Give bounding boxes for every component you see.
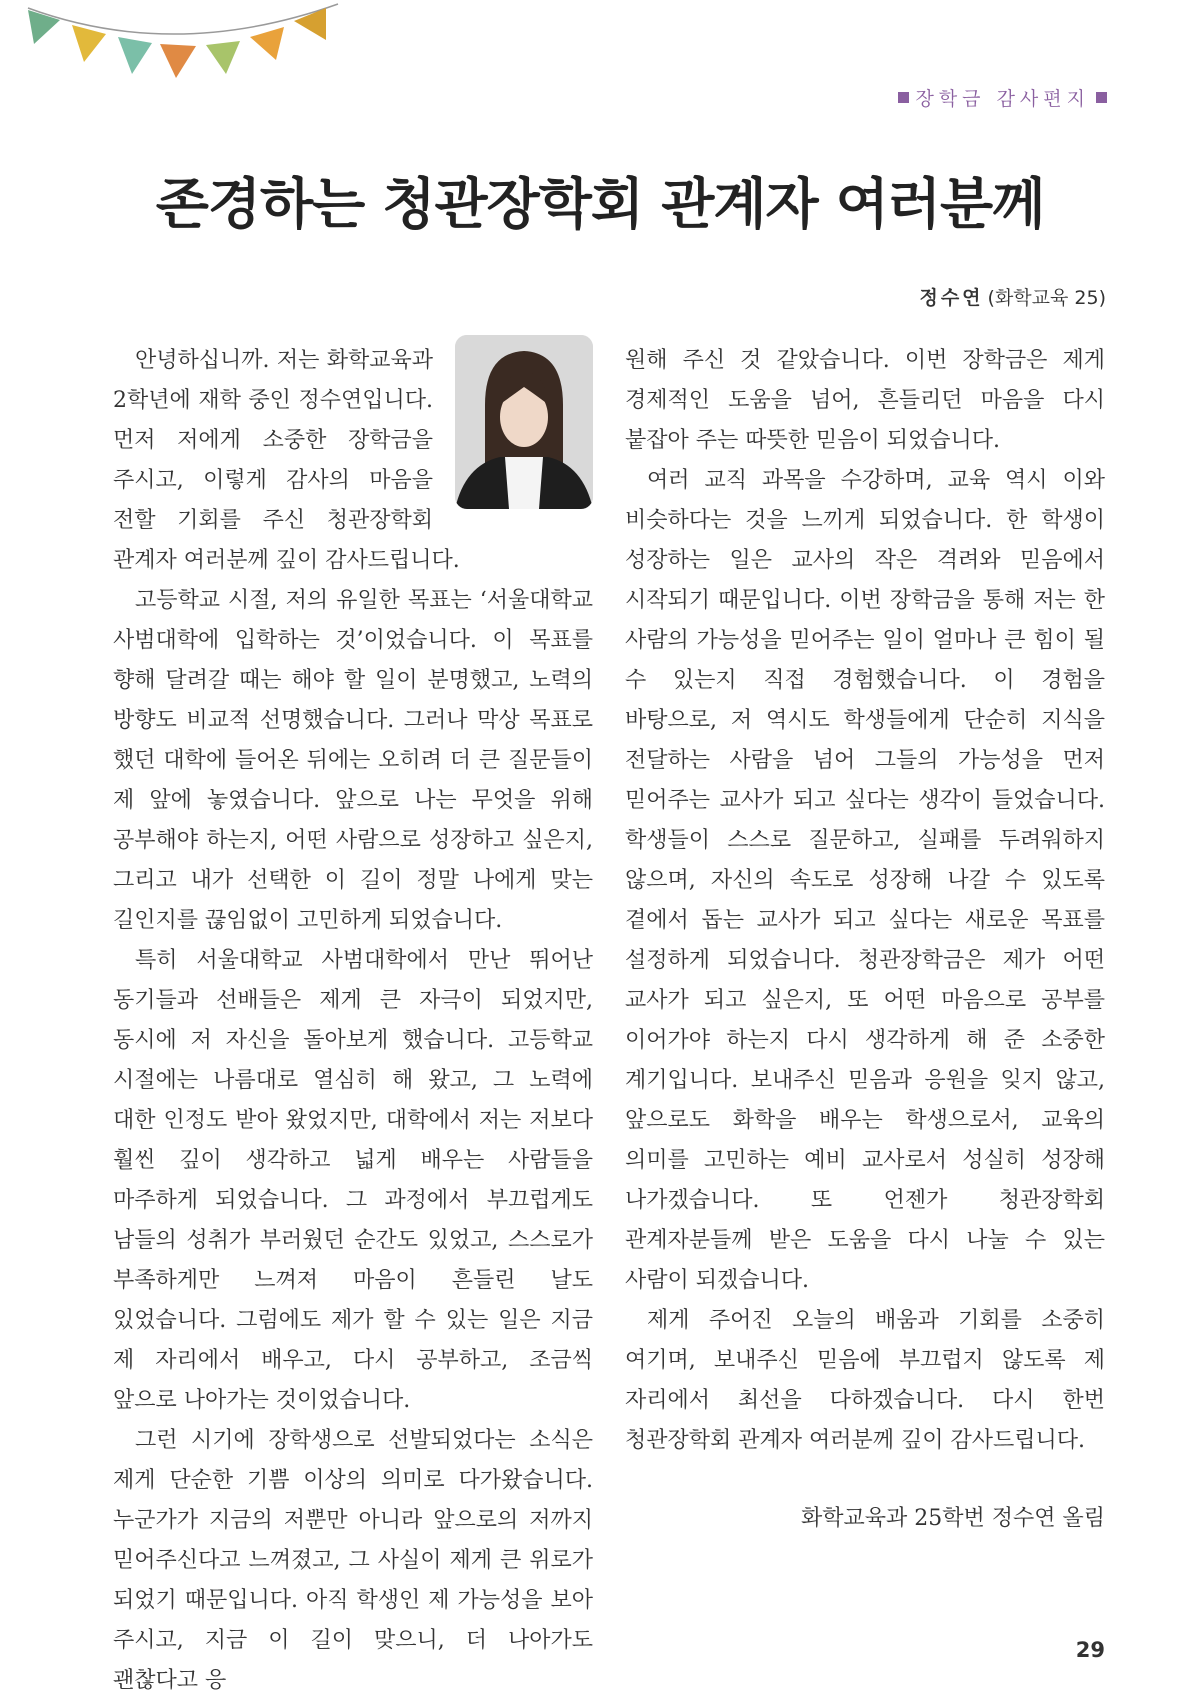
section-tag bbox=[898, 84, 1107, 111]
article-title: 존경하는 청관장학회 관계자 여러분께 bbox=[155, 172, 1045, 236]
bunting-decoration bbox=[0, 0, 340, 90]
paragraph: 원해 주신 것 같았습니다. 이번 장학금은 제게 경제적인 도움을 넘어, 흔들리던 마음을 다시 붙잡아 주는 따뜻한 믿음이 되었습니다. bbox=[625, 348, 1105, 453]
flag-1 bbox=[28, 10, 60, 44]
flag-4 bbox=[160, 44, 196, 78]
signature: 화학교육과 25학번 정수연 올림 bbox=[801, 1506, 1105, 1531]
tag-square-left bbox=[898, 92, 909, 103]
paragraph: 안녕하십니까. 저는 화학교육과 2학년에 재학 중인 정수연입니다. 먼저 저에게 소중한 장학금을 주시고, 이렇게 감사의 마음을 전할 기회를 주신 청관장학회 관계자 여러분께 깊이 감사드립니다. bbox=[113, 348, 460, 573]
flag-6 bbox=[250, 27, 284, 60]
paragraph: 그런 시기에 장학생으로 선발되었다는 소식은 제게 단순한 기쁨 이상의 의미로 다가왔습니다. 누군가가 지금의 저뿐만 아니라 앞으로의 저까지 믿어주신다고 느껴졌고, 그 사실이 제게 큰 위로가 되었기 때문입니다. 아직 학생인 제 가능성을 보아 주시고, 지금 이 길이 맞으니, 더 나아가도 괜찮다고 응 bbox=[113, 1428, 593, 1693]
flag-3 bbox=[118, 37, 152, 74]
left-column bbox=[113, 341, 593, 1701]
paragraph: 제게 주어진 오늘의 배움과 기회를 소중히 여기며, 보내주신 믿음에 부끄럽지 않도록 제 자리에서 최선을 다하겠습니다. 다시 한번 청관장학회 관계자 여러분께 깊이 감사드립니다. bbox=[625, 1308, 1105, 1453]
paragraph: 고등학교 시절, 저의 유일한 목표는 ‘서울대학교 사범대학에 입학하는 것’이었습니다. 이 목표를 향해 달려갈 때는 해야 할 일이 분명했고, 노력의 방향도 비교적 선명했습니다. 그러나 막상 목표로 했던 대학에 들어온 뒤에는 오히려 더 큰 질문들이 제 앞에 놓였습니다. 앞으로 나는 무엇을 위해 공부해야 하는지, 어떤 사람으로 성장하고 싶은지, 그리고 내가 선택한 이 길이 정말 나에게 맞는 길인지를 끊임없이 고민하게 되었습니다. bbox=[113, 588, 593, 933]
paragraph: 특히 서울대학교 사범대학에서 만난 뛰어난 동기들과 선배들은 제게 큰 자극이 되었지만, 동시에 저 자신을 돌아보게 했습니다. 고등학교 시절에는 나름대로 열심히 해 왔고, 그 노력에 대한 인정도 받아 왔었지만, 대학에서 저는 저보다 훨씬 깊이 생각하고 넓게 배우는 사람들을 마주하게 되었습니다. 그 과정에서 부끄럽게도 남들의 성취가 부러웠던 순간도 있었고, 스스로가 부족하게만 느껴져 마음이 흔들린 날도 있었습니다. 그럼에도 제가 할 수 있는 일은 지금 제 자리에서 배우고, 다시 공부하고, 조금씩 앞으로 나아가는 것이었습니다. bbox=[113, 948, 593, 1413]
flag-5 bbox=[206, 41, 240, 74]
author-name: 정수연 bbox=[919, 287, 984, 309]
author-photo bbox=[455, 335, 593, 509]
flag-2 bbox=[72, 25, 106, 62]
byline bbox=[919, 283, 1106, 310]
page-number: 29 bbox=[1075, 1638, 1105, 1662]
right-column bbox=[625, 341, 1105, 1539]
author-department: (화학교육 25) bbox=[987, 287, 1106, 309]
tag-square-right bbox=[1096, 92, 1107, 103]
section-label: 장학금 감사편지 bbox=[915, 88, 1090, 110]
paragraph: 여러 교직 과목을 수강하며, 교육 역시 이와 비슷하다는 것을 느끼게 되었습니다. 한 학생이 성장하는 일은 교사의 작은 격려와 믿음에서 시작되기 때문입니다. 이번 장학금을 통해 저는 한 사람의 가능성을 믿어주는 일이 얼마나 큰 힘이 될 수 있는지 직접 경험했습니다. 이 경험을 바탕으로, 저 역시도 학생들에게 단순히 지식을 전달하는 사람을 넘어 그들의 가능성을 먼저 믿어주는 교사가 되고 싶다는 생각이 들었습니다. 학생들이 스스로 질문하고, 실패를 두려워하지 않으며, 자신의 속도로 성장해 나갈 수 있도록 곁에서 돕는 교사가 되고 싶다는 새로운 목표를 설정하게 되었습니다. 청관장학금은 제가 어떤 교사가 되고 싶은지, 또 어떤 마음으로 공부를 이어가야 하는지 다시 생각하게 해 준 소중한 계기입니다. 보내주신 믿음과 응원을 잊지 않고, 앞으로도 화학을 배우는 학생으로서, 교육의 의미를 고민하는 예비 교사로서 성실히 성장해 나가겠습니다. 또 언젠가 청관장학회 관계자분들께 받은 도움을 다시 나눌 수 있는 사람이 되겠습니다. bbox=[625, 468, 1105, 1293]
